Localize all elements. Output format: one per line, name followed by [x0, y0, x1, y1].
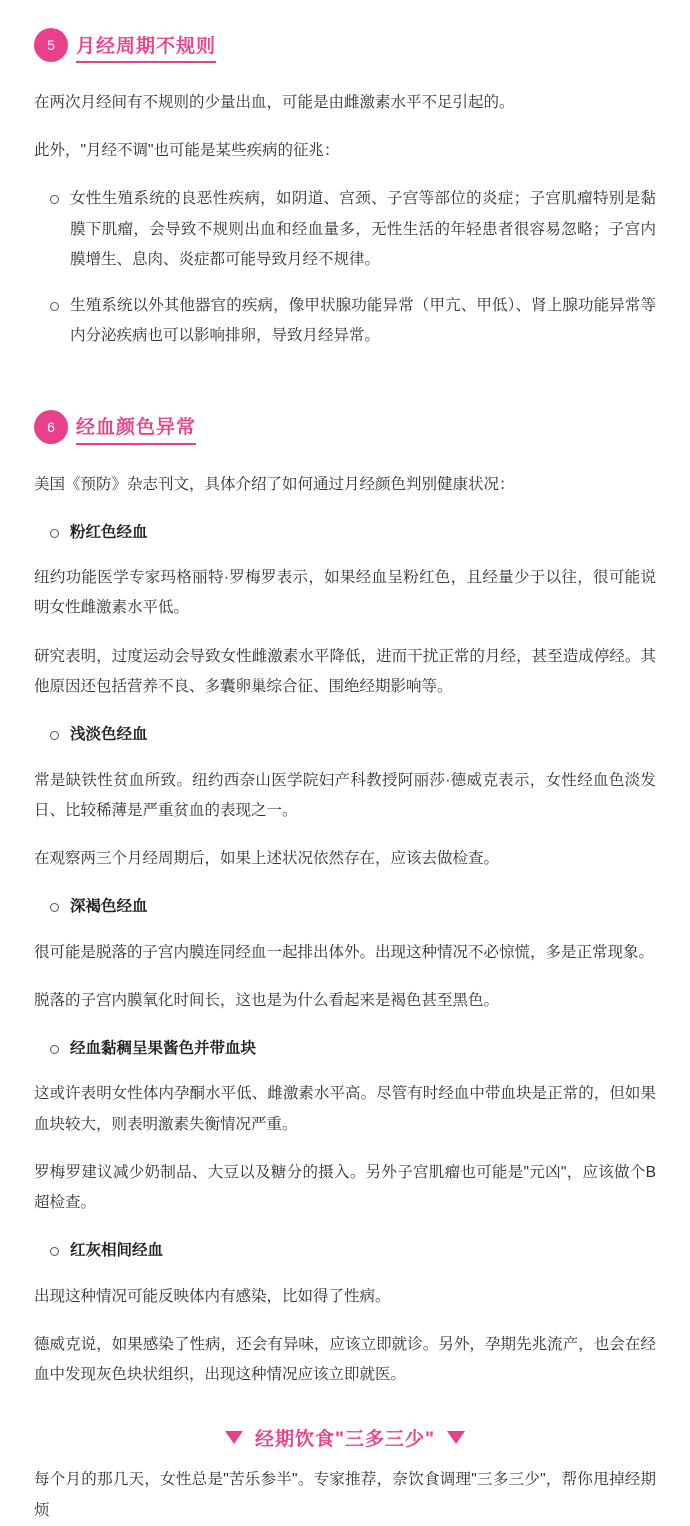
paragraph: 此外，"月经不调"也可能是某些疾病的征兆：: [34, 142, 340, 160]
bullet-list: [34, 184, 656, 351]
subsection-heading: 深褐色经血: [34, 892, 656, 921]
list-item: 生殖系统以外其他器官的疾病，像甲状腺功能异常（甲亢、甲低）、肾上腺功能异常等内分泌疾病也可以影响排卵，导致月经异常。: [48, 291, 656, 351]
triangle-down-icon: [447, 1431, 465, 1444]
paragraph: 脱落的子宫内膜氧化时间长，这也是为什么看起来是褐色甚至黑色。: [34, 991, 500, 1009]
paragraph: 出现这种情况可能反映体内有感染，比如得了性病。: [34, 1287, 391, 1305]
number-pin-icon: [34, 28, 68, 70]
section-heading-6: [34, 410, 656, 452]
paragraph: 纽约功能医学专家玛格丽特·罗梅罗表示，如果经血呈粉红色，且经量少于以往，很可能说明女性雌激素水平低。: [34, 569, 656, 617]
trailing-paragraph: 每个月的那几天，女性总是"苦乐参半"。专家推荐，奈饮食调理"三多三少"，帮你甩掉经期烦: [34, 1471, 656, 1519]
subsection-heading: 粉红色经血: [34, 518, 656, 547]
section-title-6: 经血颜色异常: [76, 416, 196, 445]
paragraph: 研究表明，过度运动会导致女性雌激素水平降低，进而干扰正常的月经，甚至造成停经。其他原因还包括营养不良、多囊卵巢综合征、围绝经期影响等。: [34, 647, 656, 695]
paragraph: 在两次月经间有不规则的少量出血，可能是由雌激素水平不足引起的。: [34, 94, 515, 111]
section-title-5: 月经周期不规则: [76, 35, 216, 64]
subsection-heading: 浅淡色经血: [34, 720, 656, 749]
section-heading-5: [34, 28, 656, 70]
paragraph: 很可能是脱落的子宫内膜连同经血一起排出体外。出现这种情况不必惊慌，多是正常现象。: [34, 943, 655, 961]
subsection-heading: 红灰相间经血: [34, 1236, 656, 1265]
list-item: 女性生殖系统的良恶性疾病，如阴道、宫颈、子宫等部位的炎症；子宫肌瘤特别是黏膜下肌瘤，会导致不规则出血和经血量多，无性生活的年轻患者很容易忽略；子宫内膜增生、息肉、炎症都可能导致月经不规律。: [48, 184, 656, 275]
paragraph: 美国《预防》杂志刊文，具体介绍了如何通过月经颜色判别健康状况：: [34, 475, 515, 493]
diet-banner: [34, 1424, 656, 1451]
paragraph: 罗梅罗建议减少奶制品、大豆以及糖分的摄入。另外子宫肌瘤也可能是"元凶"，应该做个B超检查。: [34, 1163, 656, 1212]
paragraph: 常是缺铁性贫血所致。纽约西奈山医学院妇产科教授阿丽莎·德威克表示，女性经血色淡发日、比较稀薄是严重贫血的表现之一。: [34, 771, 656, 819]
number-pin-icon: [34, 410, 68, 452]
subsection-heading: 经血黏稠呈果酱色并带血块: [34, 1034, 656, 1063]
triangle-down-icon: [225, 1431, 243, 1444]
pin-number: 6: [34, 410, 68, 444]
paragraph: 这或许表明女性体内孕酮水平低、雌激素水平高。尽管有时经血中带血块是正常的，但如果血块较大，则表明激素失衡情况严重。: [34, 1085, 656, 1133]
banner-title: 经期饮食"三多三少": [254, 1429, 436, 1451]
paragraph: 德威克说，如果感染了性病，还会有异味，应该立即就诊。另外，孕期先兆流产，也会在经血中发现灰色块状组织，出现这种情况应该立即就医。: [34, 1336, 656, 1384]
paragraph: 在观察两三个月经周期后，如果上述状况依然存在，应该去做检查。: [34, 849, 500, 867]
pin-number: 5: [34, 28, 68, 62]
